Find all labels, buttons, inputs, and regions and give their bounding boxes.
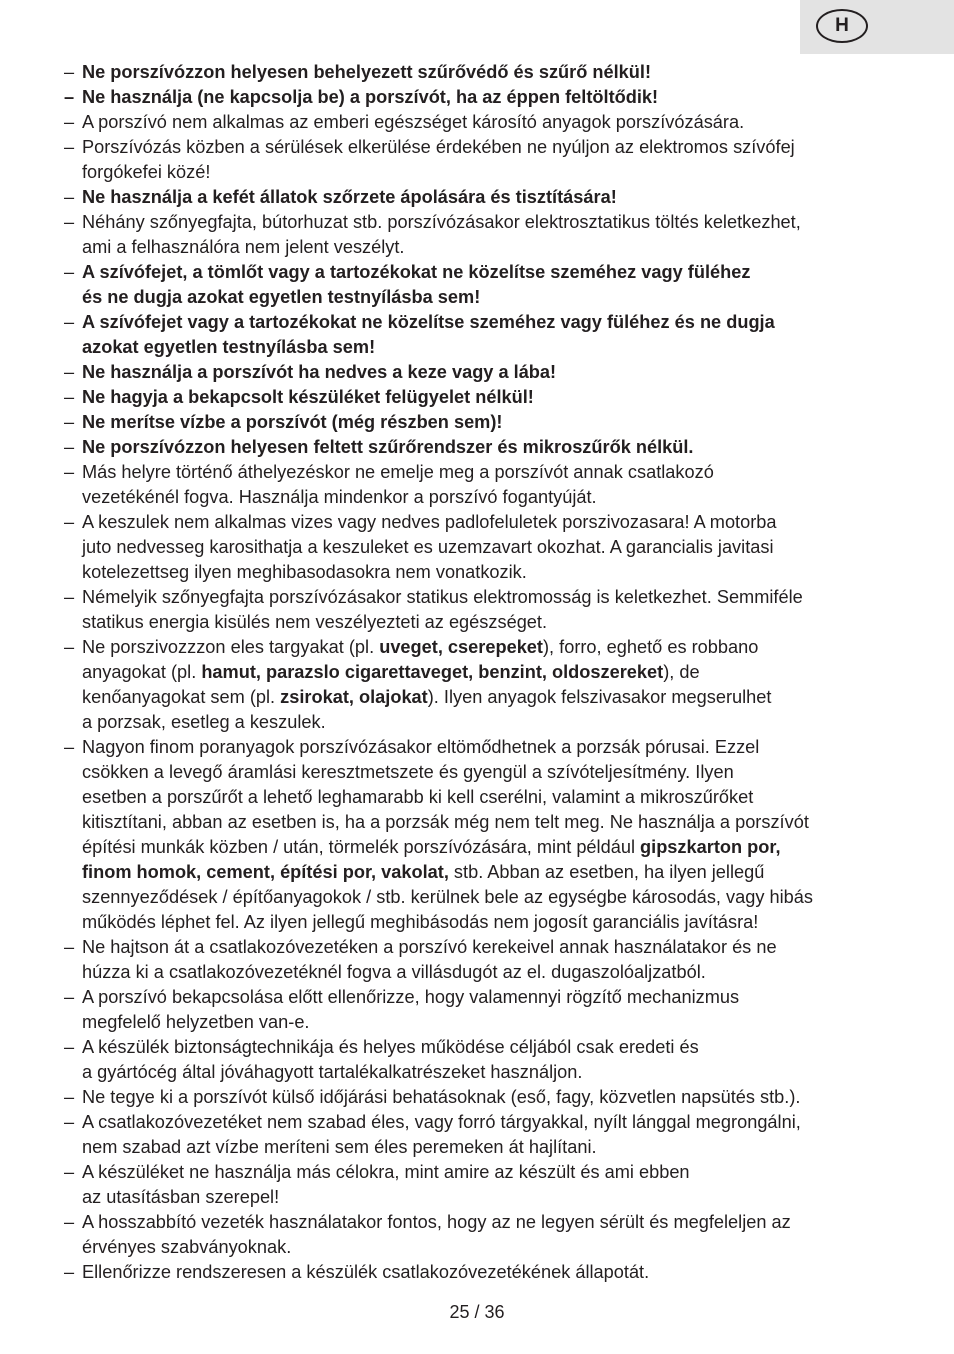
- item-text: a gyártócég által jóváhagyott tartalékalkatrészeket használjon.: [82, 1062, 583, 1082]
- list-item: [64, 1085, 910, 1110]
- item-text: Ne porszívózzon helyesen behelyezett szűrővédő és szűrő nélkül!: [82, 62, 652, 82]
- list-item: [64, 360, 910, 385]
- item-text: Ne használja (ne kapcsolja be) a porszívót, ha az éppen feltöltődik!: [82, 87, 659, 107]
- item-text: A keszulek nem alkalmas vizes vagy nedves padlofeluletek porszivozasara! A motorba: [82, 512, 777, 532]
- list-item: [64, 260, 910, 310]
- dash-bullet: –: [64, 137, 75, 157]
- language-tab: [800, 0, 954, 54]
- list-item: [64, 635, 910, 735]
- list-item: [64, 110, 910, 135]
- list-item: [64, 1160, 910, 1210]
- list-item: [64, 85, 910, 110]
- item-text: Ne hajtson át a csatlakozóvezetéken a porszívó kerekeivel annak használatakor és ne: [82, 937, 777, 957]
- dash-bullet: –: [64, 1087, 75, 1107]
- item-text: A készüléket ne használja más célokra, mint amire az készült és ami ebben: [82, 1162, 690, 1182]
- list-item: [64, 185, 910, 210]
- item-text: húzza ki a csatlakozóvezetéknél fogva a villásdugót az el. dugaszolóaljzatból.: [82, 962, 706, 982]
- item-text: Ne porszívózzon helyesen feltett szűrőrendszer és mikroszűrők nélkül.: [82, 437, 694, 457]
- dash-bullet: –: [64, 737, 75, 757]
- item-text: statikus energia kisülés nem veszélyezteti az egészséget.: [82, 612, 548, 632]
- dash-bullet: –: [64, 462, 75, 482]
- item-text: kitisztítani, abban az esetben is, ha a porzsák még nem telt meg. Ne használja a porszívót: [82, 812, 809, 832]
- dash-bullet: –: [64, 1112, 75, 1132]
- list-item: [64, 435, 910, 460]
- dash-bullet: –: [64, 987, 75, 1007]
- item-text: Ne használja a kefét állatok szőrzete ápolására és tisztítására!: [82, 187, 617, 207]
- dash-bullet: –: [64, 112, 75, 132]
- item-text: ami a felhasználóra nem jelent veszélyt.: [82, 237, 405, 257]
- item-text: ). Ilyen anyagok felszivasakor megserulhet: [427, 687, 772, 707]
- list-item: [64, 410, 910, 435]
- item-text: anyagokat (pl.: [82, 662, 202, 682]
- dash-bullet: –: [64, 437, 75, 457]
- item-text: zsirokat, olajokat: [280, 687, 428, 707]
- dash-bullet: –: [64, 1162, 75, 1182]
- item-text: Ne merítse vízbe a porszívót (még részben sem)!: [82, 412, 503, 432]
- item-text: A porszívó nem alkalmas az emberi egészséget károsító anyagok porszívózására.: [82, 112, 745, 132]
- list-item: [64, 510, 910, 585]
- item-text: finom homok, cement, építési por, vakolat,: [82, 862, 449, 882]
- item-text: ), forro, eghető es robbano: [542, 637, 759, 657]
- item-text: csökken a levegő áramlási keresztmetszete és gyengül a szívóteljesítmény. Ilyen: [82, 762, 734, 782]
- item-text: ), de: [663, 662, 700, 682]
- item-text: Ne hagyja a bekapcsolt készüléket felügyelet nélkül!: [82, 387, 534, 407]
- list-item: [64, 460, 910, 510]
- dash-bullet: –: [64, 1212, 75, 1232]
- safety-instructions-list: [64, 60, 910, 1285]
- item-text: a porzsak, esetleg a keszulek.: [82, 712, 326, 732]
- item-text: A szívófejet vagy a tartozékokat ne közelítse szeméhez vagy füléhez és ne dugja: [82, 312, 775, 332]
- item-text: érvényes szabványoknak.: [82, 1237, 292, 1257]
- item-text: nem szabad azt vízbe meríteni sem éles peremeken át hajlítani.: [82, 1137, 597, 1157]
- item-text: A készülék biztonságtechnikája és helyes működése céljából csak eredeti és: [82, 1037, 699, 1057]
- list-item: [64, 1210, 910, 1260]
- list-item: [64, 985, 910, 1035]
- item-text: az utasításban szerepel!: [82, 1187, 280, 1207]
- item-text: Néhány szőnyegfajta, bútorhuzat stb. porszívózásakor elektrosztatikus töltés keletkezhet,: [82, 212, 801, 232]
- dash-bullet: –: [64, 262, 75, 282]
- item-text: A csatlakozóvezetéket nem szabad éles, vagy forró tárgyakkal, nyílt lánggal megrongálni,: [82, 1112, 801, 1132]
- dash-bullet: –: [64, 1262, 75, 1282]
- item-text: Ne használja a porszívót ha nedves a keze vagy a lába!: [82, 362, 557, 382]
- dash-bullet: –: [64, 312, 75, 332]
- list-item: [64, 210, 910, 260]
- list-item: [64, 585, 910, 635]
- dash-bullet: –: [64, 362, 75, 382]
- list-item: [64, 135, 910, 185]
- list-item: [64, 60, 910, 85]
- list-item: [64, 1035, 910, 1085]
- dash-bullet: –: [64, 937, 75, 957]
- item-text: stb. Abban az esetben, ha ilyen jellegű: [448, 862, 765, 882]
- list-item: [64, 1110, 910, 1160]
- list-item: [64, 385, 910, 410]
- item-text: A szívófejet, a tömlőt vagy a tartozékokat ne közelítse szeméhez vagy füléhez: [82, 262, 751, 282]
- list-item: [64, 1260, 910, 1285]
- item-text: megfelelő helyzetben van-e.: [82, 1012, 310, 1032]
- item-text: A porszívó bekapcsolása előtt ellenőrizze, hogy valamennyi rögzítő mechanizmus: [82, 987, 740, 1007]
- item-text: építési munkák közben / után, törmelék porszívózására, mint például: [82, 837, 641, 857]
- dash-bullet: –: [64, 87, 75, 107]
- item-text: kotelezettseg ilyen meghibasodasokra nem vonatkozik.: [82, 562, 527, 582]
- item-text: Más helyre történő áthelyezéskor ne emelje meg a porszívót annak csatlakozó: [82, 462, 714, 482]
- dash-bullet: –: [64, 587, 75, 607]
- dash-bullet: –: [64, 412, 75, 432]
- item-text: hamut, parazslo cigarettaveget, benzint, oldoszereket: [201, 662, 664, 682]
- item-text: Ne tegye ki a porszívót külső időjárási behatásoknak (eső, fagy, közvetlen napsütés stb.).: [82, 1087, 801, 1107]
- item-text: Ellenőrizze rendszeresen a készülék csatlakozóvezetékének állapotát.: [82, 1262, 650, 1282]
- list-item: [64, 310, 910, 360]
- item-text: azokat egyetlen testnyílásba sem!: [82, 337, 376, 357]
- item-text: esetben a porszűrőt a lehető leghamarabb ki kell cserélni, valamint a mikroszűrőket: [82, 787, 754, 807]
- list-item: [64, 935, 910, 985]
- dash-bullet: –: [64, 62, 75, 82]
- dash-bullet: –: [64, 387, 75, 407]
- dash-bullet: –: [64, 512, 75, 532]
- item-text: forgókefei közé!: [82, 162, 211, 182]
- item-text: Porszívózás közben a sérülések elkerülése érdekében ne nyúljon az elektromos szívófej: [82, 137, 795, 157]
- item-text: uveget, cserepeket: [379, 637, 543, 657]
- item-text: és ne dugja azokat egyetlen testnyílásba sem!: [82, 287, 481, 307]
- item-text: A hosszabbító vezeték használatakor fontos, hogy az ne legyen sérült és megfeleljen az: [82, 1212, 791, 1232]
- item-text: szennyeződések / építőanyagokok / stb. kerülnek bele az egységbe károsodás, vagy hibás: [82, 887, 813, 907]
- item-text: Némelyik szőnyegfajta porszívózásakor statikus elektromosság is keletkezhet. Semmiféle: [82, 587, 803, 607]
- item-text: vezetékénél fogva. Használja mindenkor a porszívó fogantyúját.: [82, 487, 597, 507]
- item-text: gipszkarton por,: [640, 837, 781, 857]
- dash-bullet: –: [64, 637, 75, 657]
- page-number: 25 / 36: [449, 1302, 505, 1322]
- dash-bullet: –: [64, 1037, 75, 1057]
- item-text: kenőanyagokat sem (pl.: [82, 687, 281, 707]
- language-badge: H: [816, 9, 868, 43]
- item-text: Ne porszivozzzon eles targyakat (pl.: [82, 637, 380, 657]
- item-text: működés léphet fel. Az ilyen jellegű meghibásodás nem jogosít garanciális javításra!: [82, 912, 759, 932]
- item-text: Nagyon finom poranyagok porszívózásakor eltömődhetnek a porzsák pórusai. Ezzel: [82, 737, 760, 757]
- dash-bullet: –: [64, 187, 75, 207]
- dash-bullet: –: [64, 212, 75, 232]
- item-text: juto nedvesseg karosithatja a keszuleket es uzemzavart okozhat. A garancialis javitasi: [82, 537, 774, 557]
- list-item: [64, 735, 910, 935]
